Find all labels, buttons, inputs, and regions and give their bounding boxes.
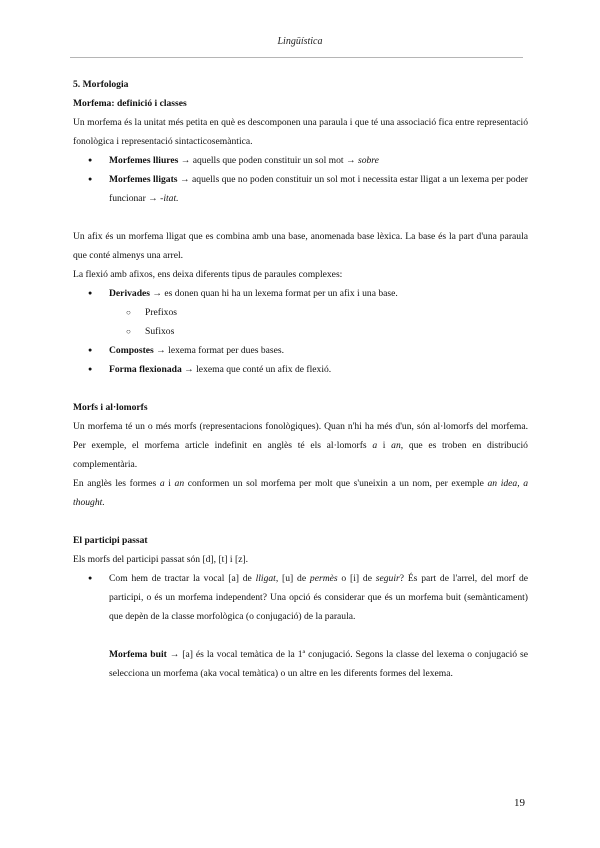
example-text: sobre <box>357 155 379 166</box>
term: Compostes <box>109 345 154 356</box>
term: Morfemes lliures <box>109 155 179 166</box>
example-word: an <box>391 440 401 451</box>
section-title: 5. Morfologia <box>73 79 129 90</box>
list-participi <box>73 569 528 626</box>
paragraph-flexio: La flexió amb afixos, ens deixa diferents tipus de paraules complexes: <box>73 269 343 280</box>
sub-list-item: ○ Prefixos <box>73 303 528 322</box>
example-text: -itat. <box>160 193 179 204</box>
term: Morfemes lligats <box>109 174 178 185</box>
definition-text: → lexema que conté un afix de flexió. <box>181 364 332 375</box>
text-run: i <box>377 440 392 451</box>
term: Forma flexionada <box>109 364 182 375</box>
paragraph-afix: Un afix és un morfema lligat que es combina amb una base, anomenada base lèxica. La base és la part d'una paraula que conté almenys una arrel. <box>73 231 528 261</box>
header-rule <box>70 57 523 58</box>
text-run: o [i] de <box>337 573 376 584</box>
subsection-title-participi: El participi passat <box>73 535 148 546</box>
running-header: Lingüística <box>277 36 323 47</box>
text-run: conformen un sol morfema per molt que s'uneixin a un nom, per exemple <box>184 478 488 489</box>
term: Morfema buit <box>109 649 167 660</box>
list-item <box>73 170 528 208</box>
definition-text: → es donen quan hi ha un lexema format per un afix i una base. <box>150 288 398 299</box>
list-item <box>73 341 528 360</box>
example-word: a <box>372 440 378 451</box>
text-run: , que es troben en distribució complementària. <box>73 440 528 470</box>
paragraph-morfema-buit <box>73 645 528 683</box>
list-word-types <box>73 284 528 379</box>
paragraph-participi: Els morfs del participi passat són [d], [t] i [z]. <box>73 554 249 565</box>
list-item <box>73 569 528 626</box>
example-word: seguir <box>375 573 400 584</box>
definition-text: → aquells que poden constituir un sol mot → <box>178 155 358 166</box>
text-run: ? És part de l'arrel, del morf de participi, o és un morfema independent? Una opció és considerar que és un morfema buit (semànticament) que depèn de la classe morfològica (o conjugació) de la paraula. <box>109 573 528 622</box>
paragraph-morfs <box>73 417 528 474</box>
list-item <box>73 360 528 379</box>
definition-text: → lexema format per dues bases. <box>153 345 285 356</box>
page-number: 19 <box>514 797 525 809</box>
list-item <box>73 284 528 303</box>
list-item <box>73 151 528 170</box>
text-run: , [u] de <box>275 573 310 584</box>
paragraph-english-forms <box>73 474 528 512</box>
definition-text: → [a] és la vocal temàtica de la 1ª conjugació. Segons la classe del lexema o conjugació se selecciona un morfema (aka vocal temàtica) o un altre en les diferents formes del lexema. <box>109 649 528 679</box>
example-word: a <box>159 478 165 489</box>
text-run: Un morfema té un o més morfs (representacions fonològiques). Quan n'hi ha més d'un, són al·lomorfs del morfema. Per exemple, el morfema article indefinit en anglès té els al·lomorfs <box>73 421 528 451</box>
paragraph-morfema-definition: Un morfema és la unitat més petita en què es descomponen una paraula i que té una associació fica entre representació fonològica i representació sintacticosemàntica. <box>73 117 528 147</box>
definition-text: → aquells que no poden constituir un sol mot i necessita estar lligat a un lexema per poder funcionar → <box>109 174 528 204</box>
text-run: Com hem de tractar la vocal [a] de <box>109 573 256 584</box>
list-morfema-classes <box>73 151 528 208</box>
example-word: permès <box>309 573 338 584</box>
sub-list-item: ○ Sufixos <box>73 322 528 341</box>
example-word: an <box>174 478 185 489</box>
example-word: an idea, a thought. <box>73 478 529 508</box>
example-word: lligat <box>255 573 276 584</box>
term: Derivades <box>109 288 151 299</box>
subsection-title-morfs: Morfs i al·lomorfs <box>73 402 148 413</box>
page-content <box>73 75 528 683</box>
text-run: i <box>164 478 175 489</box>
text-run: En anglès les formes <box>73 478 160 489</box>
subsection-title-morfema: Morfema: definició i classes <box>73 98 187 109</box>
